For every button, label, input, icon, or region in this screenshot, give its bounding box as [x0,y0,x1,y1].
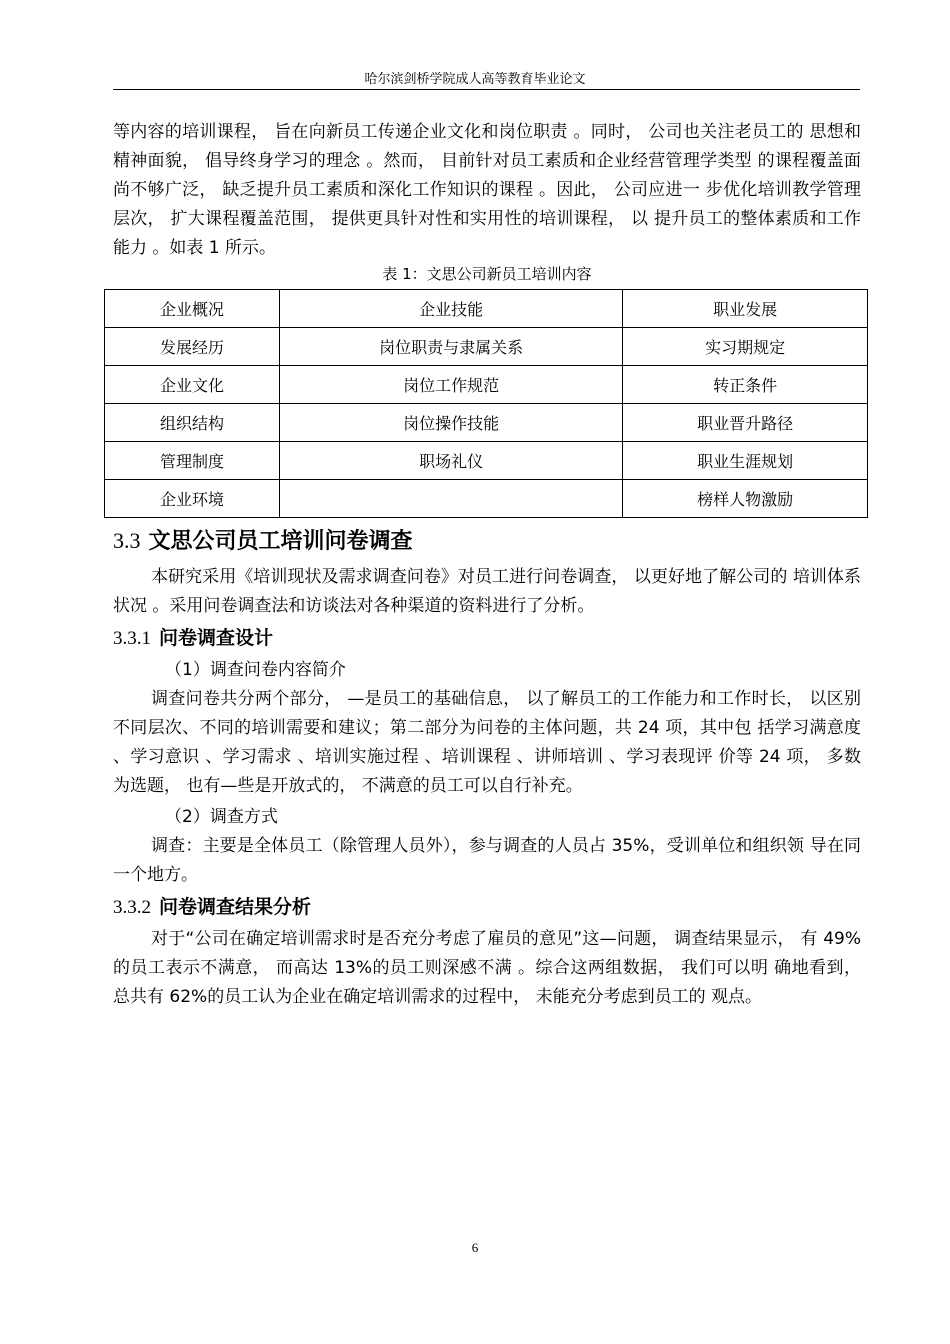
table-row [105,290,868,328]
subsection-label-1: （1）调查问卷内容简介 [165,660,346,680]
section-title: 问卷调查设计 [159,627,274,649]
table-row [105,404,868,442]
section-3-3-paragraph: 本研究采用《培训现状及需求调查问卷》对员工进行问卷调查， 以更好地了解公司的 培训体系状况 。采用问卷调查法和访谈法对各种渠道的资料进行了分析。 [113,567,861,616]
section-title: 问卷调查结果分析 [159,896,312,918]
table-cell: 职场礼仪 [280,442,623,480]
section-title: 文思公司员工培训问卷调查 [148,529,413,554]
results-analysis-paragraph: 对于“公司在确定培训需求时是否充分考虑了雇员的意见”这—问题， 调查结果显示， 有 49%的员工表示不满意， 而高达 13%的员工则深感不满 。综合这两组数据， 我们可以明 确地看到， 总共有 62%的员工认为企业在确定培训需求的过程中， 未能充分考虑到员工的 观点。 [113,929,861,1007]
section-number: 3.3.2 [113,897,151,918]
table-cell: 职业生涯规划 [623,442,868,480]
subsection-label-2: （2）调查方式 [165,807,278,827]
table-cell: 企业概况 [105,290,280,328]
table-cell: 管理制度 [105,442,280,480]
table-caption: 表 1：文思公司新员工培训内容 [382,265,592,283]
table-cell: 实习期规定 [623,328,868,366]
table-cell: 职业发展 [623,290,868,328]
section-3-3-1-heading [113,623,861,654]
table-cell: 职业晋升路径 [623,404,868,442]
table-cell: 转正条件 [623,366,868,404]
page-number: 6 [471,1240,479,1255]
table-row [105,480,868,518]
table-cell: 岗位操作技能 [280,404,623,442]
table-cell: 企业文化 [105,366,280,404]
table-cell [280,480,623,518]
table-cell: 岗位职责与隶属关系 [280,328,623,366]
intro-paragraph: 等内容的培训课程， 旨在向新员工传递企业文化和岗位职责 。同时， 公司也关注老员工的 思想和精神面貌， 倡导终身学习的理念 。然而， 目前针对员工素质和企业经营管理学类型 的课程覆盖面尚不够广泛， 缺乏提升员工素质和深化工作知识的课程 。因此， 公司应进一 步优化培训教学管理层次， 扩大课程覆盖范围， 提供更具针对性和实用性的培训课程， 以 提升员工的整体素质和工作能力 。如表 1 所示。 [113,122,861,258]
section-number: 3.3.1 [113,628,151,649]
questionnaire-intro-paragraph: 调查问卷共分两个部分， —是员工的基础信息， 以了解员工的工作能力和工作时长， 以区别不同层次、不同的培训需要和建议；第二部分为问卷的主体问题，共 24 项，其中包 括学习满意度 、学习意识 、学习需求 、培训实施过程 、培训课程 、讲师培训 、学习表现评 价等 24 项， 多数为选题， 也有—些是开放式的， 不满意的员工可以自行补充。 [113,689,861,796]
table-row [105,366,868,404]
section-3-3-heading [113,524,861,559]
table-cell: 企业环境 [105,480,280,518]
training-content-table [104,289,868,518]
survey-method-paragraph: 调查：主要是全体员工（除管理人员外），参与调查的人员占 35%，受训单位和组织领 导在同一个地方。 [113,836,861,885]
page-body [113,118,861,1012]
header-rule [113,89,860,90]
table-cell: 企业技能 [280,290,623,328]
table-cell: 榜样人物激励 [623,480,868,518]
table-row [105,328,868,366]
table-cell: 岗位工作规范 [280,366,623,404]
section-3-3-2-heading [113,892,861,923]
running-header: 哈尔滨剑桥学院成人高等教育毕业论文 [364,72,586,87]
table-cell: 发展经历 [105,328,280,366]
table-row [105,442,868,480]
table-cell: 组织结构 [105,404,280,442]
section-number: 3.3 [113,528,141,553]
